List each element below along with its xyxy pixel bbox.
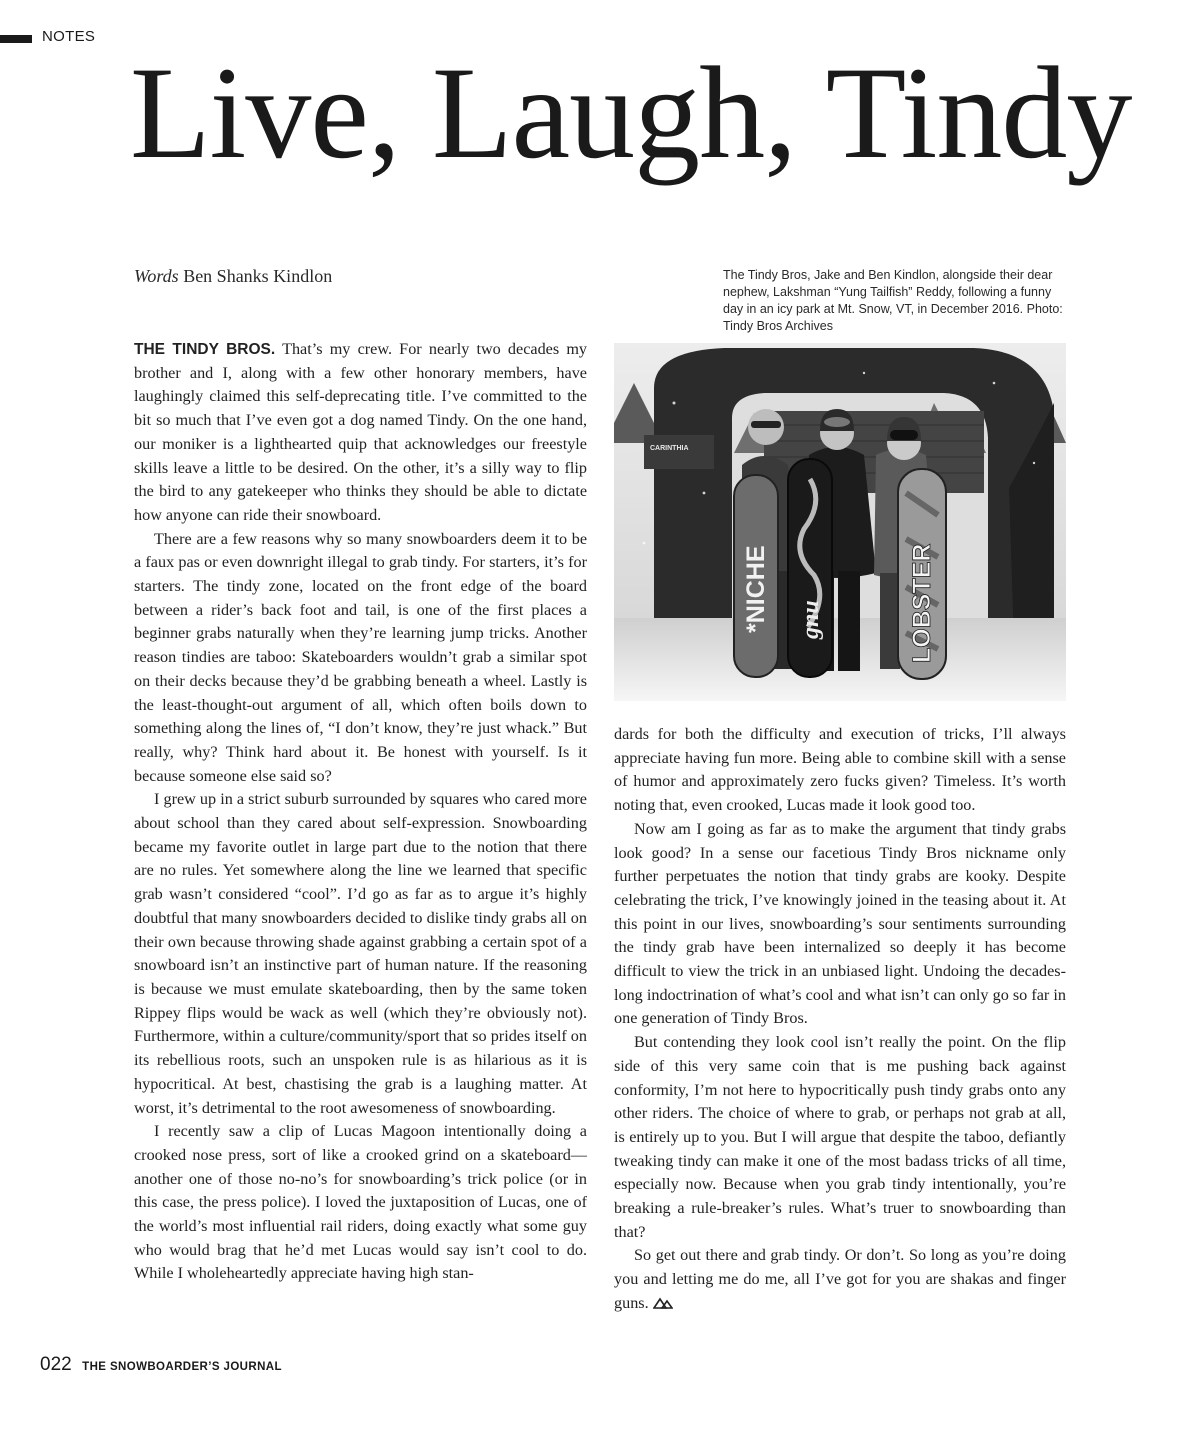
article-paragraph: I grew up in a strict suburb surrounded by squares who cared more about school than they cared about self-expression. Snowboarding became my favorite outlet in large part due to the notion that there are no rules. Yet somewhere along the line we learned that specific grab wasn’t considered “cool”. I’d go as far as to argue it’s highly doubtful that many snowboarders decided to dislike tindy grabs all on their own because throwing shade against grabbing a certain spot of a snowboard isn’t an instinctive part of human nature. If the reasoning is because we must emulate skateboarding, then by the same token Rippey flips would be wack as well (which they’re obviously not). Furthermore, within a culture/community/sport that so prides itself on its rebellious roots, such an unspoken rule is as hilarious as it is hypocritical. At best, chastising the grab is a laughing matter. At worst, it’s detrimental to the root awesomeness of snowboarding. xyxy=(134,790,587,1117)
snowboard-lobster-graphic: LOBSTER xyxy=(908,543,936,663)
article-paragraph xyxy=(614,1244,1066,1315)
snowboard-gnu xyxy=(788,459,832,677)
article-paragraph: I recently saw a clip of Lucas Magoon intentionally doing a crooked nose press, sort of like a crooked grind on a skateboard—another one of those no-no’s for snowboarding’s trick police (or in this case, the press police). I loved the juxtaposition of Lucas, one of the world’s most influential rail riders, doing exactly what some guy who would brag that he’d met Lucas would say isn’t cool to do. While I wholeheartedly appreciate having high stan- xyxy=(134,1122,587,1283)
publication-name: THE SNOWBOARDER’S JOURNAL xyxy=(82,1361,282,1373)
page-footer xyxy=(40,1354,282,1376)
section-label: NOTES xyxy=(42,28,96,45)
article-headline: Live, Laugh, Tindy xyxy=(130,39,1132,186)
snowboard-gnu-graphic: gnu xyxy=(798,600,824,639)
photo-caption: The Tindy Bros, Jake and Ben Kindlon, alongside their dear nephew, Lakshman “Yung Tailfish” Reddy, following a funny day in an icy park at Mt. Snow, VT, in December 2016. Photo: Tindy Bros Archives xyxy=(723,268,1063,333)
snowboard-niche-graphic: *NICHE xyxy=(742,545,770,633)
paragraph-text: That’s my crew. For nearly two decades my brother and I, along with a few other honorary members, have laughingly claimed this self-deprecating title. I’ve committed to the bit so much that I’ve even got a dog named Tindy. On the one hand, our moniker is a lighthearted quip that acknowledges our freestyle skills leave a little to be desired. On the other, it’s a silly way to flip the bird to any gatekeeper who thinks they should be able to dictate how anyone can ride their snowboard. xyxy=(134,340,588,524)
snowboard-niche xyxy=(734,475,778,677)
article-paragraph xyxy=(134,338,587,528)
mountain-end-mark-icon xyxy=(653,1297,673,1309)
paragraph-text: So get out there and grab tindy. Or don’t. So long as you’re doing you and letting me do me, all I’ve got for you are shakas and finger guns. xyxy=(614,1246,1066,1312)
byline xyxy=(134,266,332,287)
byline-label: Words xyxy=(134,266,179,286)
article-column-right xyxy=(614,723,1066,1316)
page-number: 022 xyxy=(40,1354,72,1375)
snowboard-lobster xyxy=(898,469,946,679)
resort-sign xyxy=(644,435,714,469)
byline-author: Ben Shanks Kindlon xyxy=(183,266,333,286)
article-column-left xyxy=(134,338,587,1286)
resort-sign-text: CARINTHIA xyxy=(650,445,689,452)
article-paragraph: Now am I going as far as to make the argument that tindy grabs look good? In a sense our facetious Tindy Bros nickname only further perpetuates the notion that tindy grabs are kooky. Despite celebrating the trick, I’ve knowingly joined in the teasing about it. At this point in our lives, snowboarding’s sour sentiments surrounding the tindy grab have been internalized so deeply it has become difficult to view the trick in an unbiased light. Undoing the decades-long indoctrination of what’s cool and what isn’t can only go so far in one generation of Tindy Bros. xyxy=(614,819,1066,1028)
article-paragraph: But contending they look cool isn’t really the point. On the flip side of this very same coin that is me pushing back against conformity, I’m not here to hypocritically push tindy grabs onto any other riders. The choice of where to grab, or perhaps not grab at all, is entirely up to you. But I will argue that despite the taboo, defiantly tweaking tindy can make it one of the most badass tricks of all time, especially now. Because when you grab tindy intentionally, you’re breaking a rule-breaker’s rules. What’s truer to snowboarding than that? xyxy=(614,1033,1066,1241)
article-paragraph-continued: dards for both the difficulty and execution of tricks, I’ll always appreciate having fun more. Being able to combine skill with a sense of humor and approximately zero fucks given? Timeless. It’s worth noting that, even crooked, Lucas made it look good too. xyxy=(614,725,1066,815)
article-paragraph: There are a few reasons why so many snowboarders deem it to be a faux pas or even downright illegal to grab tindy. For starters, it’s for starters. The tindy zone, located on the front edge of the board between a rider’s back foot and tail, is one of the first places a beginner grabs naturally when they’re learning jump tricks. Another reason tindies are taboo: Skateboarders wouldn’t grab a similar spot on their decks because they’d be grabbing beneath a wheel. Lastly is the least-thought-out argument of all, which often boils down to something along the lines of, “I don’t know, they’re just whack.” But really, why? Think hard about it. Be honest with yourself. Is it because someone else said so? xyxy=(134,529,587,785)
article-lead-in: THE TINDY BROS. xyxy=(134,341,276,358)
photo-illustration xyxy=(614,343,1066,701)
article-photo xyxy=(614,343,1066,701)
section-marker-bar xyxy=(0,35,32,43)
